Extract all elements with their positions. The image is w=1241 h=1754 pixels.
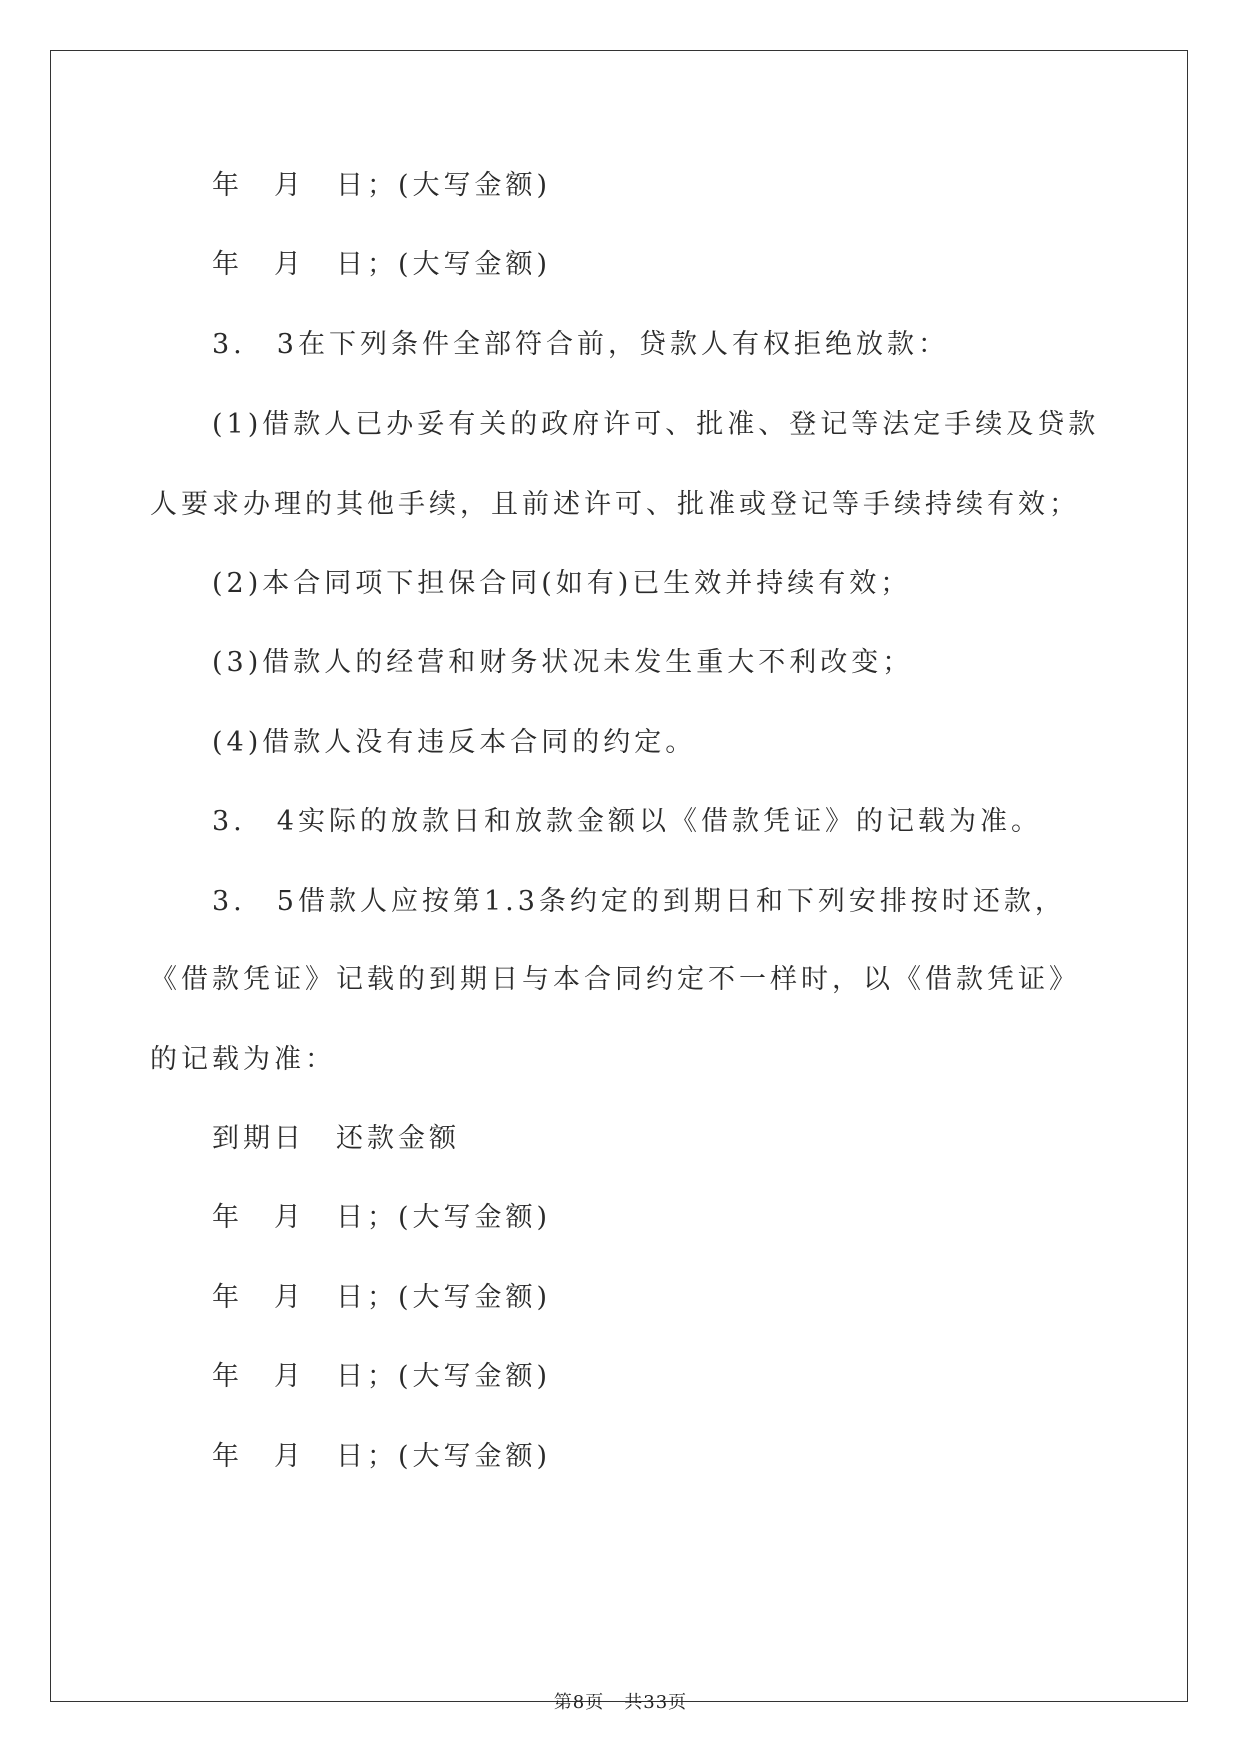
condition-1-line-1: (1)借款人已办妥有关的政府许可、批准、登记等法定手续及贷款 xyxy=(212,409,1100,440)
page-footer xyxy=(0,1691,1241,1715)
repayment-date-line: 年 月 日；(大写金额) xyxy=(212,1441,552,1472)
clause-3-5-line-2: 《借款凭证》记载的到期日与本合同约定不一样时，以《借款凭证》 xyxy=(150,964,1080,995)
condition-1-line-2: 人要求办理的其他手续，且前述许可、批准或登记等手续持续有效； xyxy=(150,489,1080,520)
clause-3-4: 3. 4实际的放款日和放款金额以《借款凭证》的记载为准。 xyxy=(212,806,1042,837)
clause-3-5-line-3: 的记载为准： xyxy=(150,1044,336,1075)
condition-4: (4)借款人没有违反本合同的约定。 xyxy=(212,727,697,758)
condition-2: (2)本合同项下担保合同(如有)已生效并持续有效； xyxy=(212,568,912,599)
clause-3-3: 3. 3在下列条件全部符合前，贷款人有权拒绝放款： xyxy=(212,329,949,360)
repayment-date-line: 年 月 日；(大写金额) xyxy=(212,1361,552,1392)
repayment-date-line: 年 月 日；(大写金额) xyxy=(212,170,552,201)
clause-3-5-line-1: 3. 5借款人应按第1.3条约定的到期日和下列安排按时还款， xyxy=(212,886,1066,917)
page-number: 第8页 xyxy=(553,1692,605,1713)
page-total: 共33页 xyxy=(624,1692,688,1713)
schedule-header: 到期日 还款金额 xyxy=(212,1123,460,1154)
condition-3: (3)借款人的经营和财务状况未发生重大不利改变； xyxy=(212,647,914,678)
repayment-date-line: 年 月 日；(大写金额) xyxy=(212,249,552,280)
repayment-date-line: 年 月 日；(大写金额) xyxy=(212,1282,552,1313)
repayment-date-line: 年 月 日；(大写金额) xyxy=(212,1202,552,1233)
